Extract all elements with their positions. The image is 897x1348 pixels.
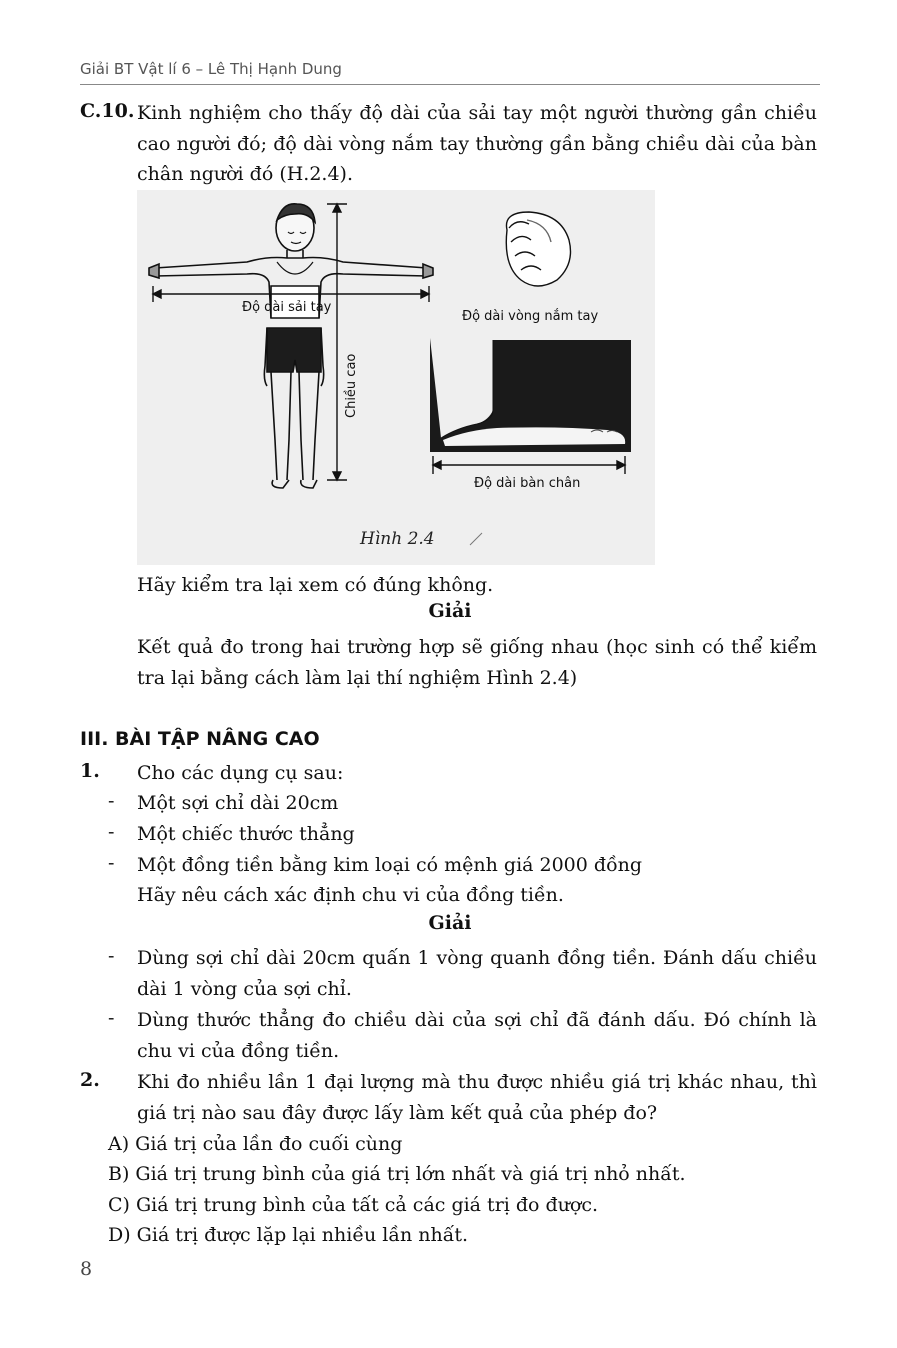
running-header: Giải BT Vật lí 6 – Lê Thị Hạnh Dung [80, 60, 820, 85]
figure-caption: Hình 2.4 [360, 529, 435, 549]
bullet-dash: - [108, 945, 115, 967]
person-drawing [149, 204, 433, 488]
arm-span-label: Độ dài sải tay [242, 300, 332, 315]
q1-solution-title: Giải [428, 912, 472, 934]
foot-length-arrow [433, 456, 625, 474]
bullet-dash: - [108, 1007, 115, 1029]
height-arrow [327, 204, 347, 480]
c10-solution: Kết quả đo trong hai trường hợp sẽ giống nhau (học sinh có thể kiểm tra lại bằng cách làm lại thí nghiệm Hình 2.4) [137, 636, 817, 689]
bullet-dash: - [108, 790, 115, 812]
page-number: 8 [80, 1258, 93, 1280]
q1-task: Hãy nêu cách xác định chu vi của đồng tiền. [137, 884, 564, 906]
q1-solution-step: Dùng thước thẳng đo chiều dài của sợi chỉ đã đánh dấu. Đó chính là chu vi của đồng tiền. [137, 1009, 817, 1062]
bullet-dash: - [108, 821, 115, 843]
q1-item: Một sợi chỉ dài 20cm [137, 792, 339, 814]
c10-solution-title: Giải [428, 600, 472, 622]
c10-label: C.10. [80, 100, 135, 122]
q2-text: Khi đo nhiều lần 1 đại lượng mà thu được nhiều giá trị khác nhau, thì giá trị nào sau đây được lấy làm kết quả của phép đo? [137, 1071, 817, 1124]
q1-number: 1. [80, 760, 100, 782]
q1-item: Một chiếc thước thẳng [137, 823, 355, 845]
foot-label: Độ dài bàn chân [474, 476, 581, 491]
q1-intro: Cho các dụng cụ sau: [137, 762, 344, 784]
q2-option-a: A) Giá trị của lần đo cuối cùng [108, 1133, 403, 1155]
fist-label: Độ dài vòng nắm tay [462, 309, 599, 324]
q2-number: 2. [80, 1069, 100, 1091]
figure-illustration [137, 190, 655, 565]
fist-drawing [506, 212, 570, 286]
c10-text: Kinh nghiệm cho thấy độ dài của sải tay một người thường gần chiều cao người đó; độ dài vòng nắm tay thường gần bằng chiều dài của bàn chân người đó (H.2.4). [137, 102, 817, 185]
caption-mark [470, 533, 482, 545]
q1-item: Một đồng tiền bằng kim loại có mệnh giá 2000 đồng [137, 854, 643, 876]
section-title: III. BÀI TẬP NÂNG CAO [80, 728, 320, 750]
q2-option-c: C) Giá trị trung bình của tất cả các giá trị đo được. [108, 1194, 599, 1216]
q2-option-d: D) Giá trị được lặp lại nhiều lần nhất. [108, 1224, 469, 1246]
bullet-dash: - [108, 852, 115, 874]
q1-solution-step: Dùng sợi chỉ dài 20cm quấn 1 vòng quanh đồng tiền. Đánh dấu chiều dài 1 vòng của sợi chỉ. [137, 947, 817, 1000]
figure-2-4 [137, 190, 655, 565]
c10-question: Hãy kiểm tra lại xem có đúng không. [137, 574, 494, 596]
q2-option-b: B) Giá trị trung bình của giá trị lớn nhất và giá trị nhỏ nhất. [108, 1163, 686, 1185]
foot-drawing [430, 338, 631, 452]
height-label: Chiều cao [344, 353, 359, 418]
